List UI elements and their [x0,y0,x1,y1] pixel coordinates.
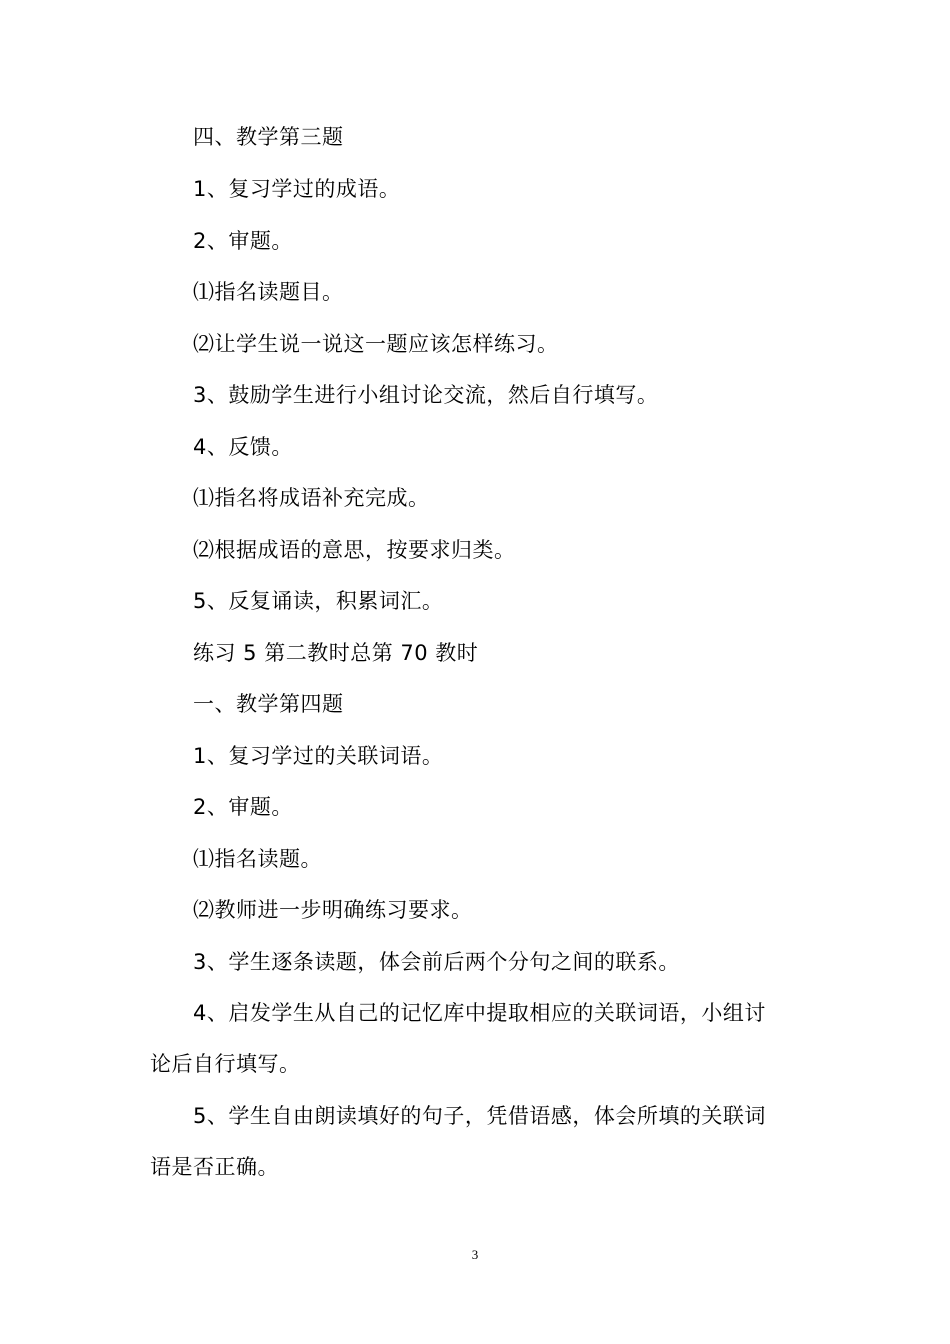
lesson-heading: 练习 5 第二教时总第 70 教时 [193,641,479,665]
paragraph-line: ⑴指名将成语补充完成。 [193,486,430,510]
paragraph-line: ⑵根据成语的意思，按要求归类。 [193,538,516,562]
paragraph-line: ⑵让学生说一说这一题应该怎样练习。 [193,332,559,356]
section-heading: 四、教学第三题 [193,125,344,149]
paragraph-line: 2、审题。 [193,795,293,819]
paragraph-line: ⑵教师进一步明确练习要求。 [193,898,473,922]
paragraph-line: 4、启发学生从自己的记忆库中提取相应的关联词语，小组讨 [193,1001,766,1025]
paragraph-line: 1、复习学过的关联词语。 [193,744,444,768]
paragraph-line: 3、鼓励学生进行小组讨论交流，然后自行填写。 [193,383,659,407]
paragraph-line: 3、学生逐条读题，体会前后两个分句之间的联系。 [193,950,680,974]
paragraph-line: ⑴指名读题。 [193,847,322,871]
paragraph-line-continued: 语是否正确。 [150,1155,279,1179]
paragraph-line-continued: 论后自行填写。 [150,1052,301,1076]
section-heading: 一、教学第四题 [193,692,344,716]
page-number: 3 [471,1247,479,1262]
paragraph-line: 5、反复诵读，积累词汇。 [193,589,444,613]
paragraph-line: 1、复习学过的成语。 [193,177,401,201]
paragraph-line: 5、学生自由朗读填好的句子，凭借语感，体会所填的关联词 [193,1104,766,1128]
paragraph-line: ⑴指名读题目。 [193,280,344,304]
paragraph-line: 4、反馈。 [193,435,293,459]
paragraph-line: 2、审题。 [193,229,293,253]
